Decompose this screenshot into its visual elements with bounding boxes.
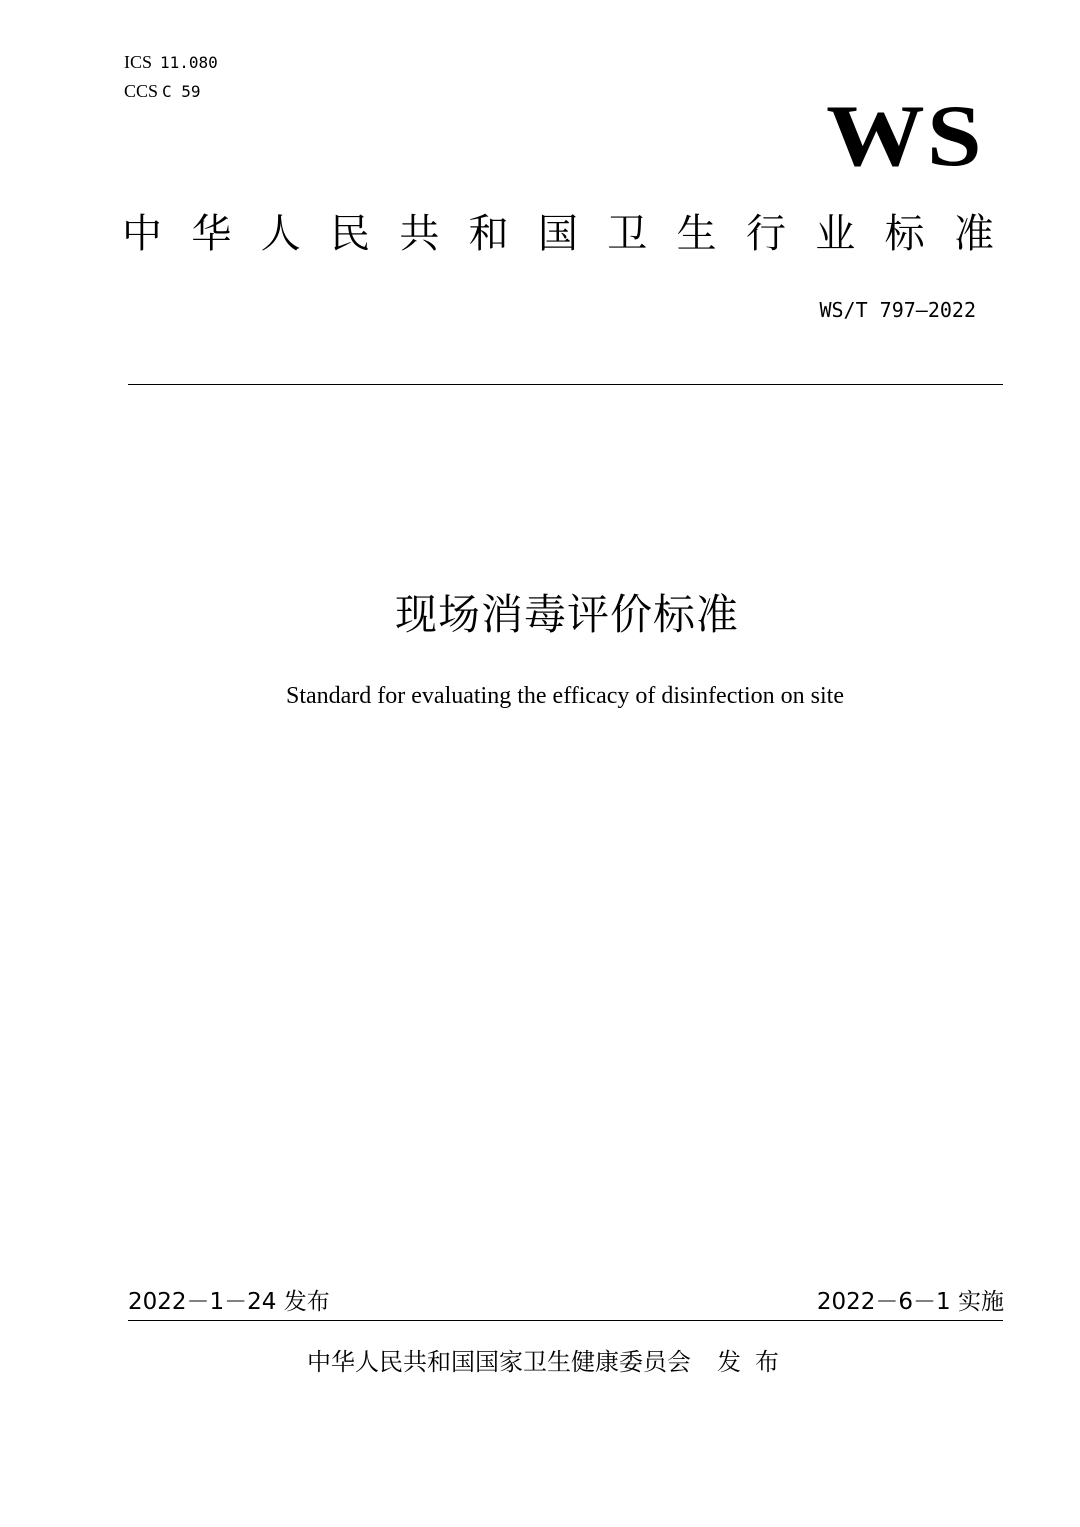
title-char: 华 bbox=[191, 211, 232, 257]
title-char: 卫 bbox=[607, 211, 648, 257]
ccs-classification bbox=[124, 80, 201, 103]
title-char: 业 bbox=[815, 211, 856, 257]
title-char: 国 bbox=[537, 211, 578, 257]
implementation-date: 2022－6－1 实施 bbox=[816, 1289, 1004, 1315]
ics-label: ICS bbox=[124, 52, 153, 72]
title-char: 和 bbox=[468, 211, 509, 257]
issuer-action: 发布 bbox=[717, 1348, 793, 1376]
bottom-divider bbox=[128, 1320, 1003, 1321]
ics-value: 11.080 bbox=[160, 53, 218, 72]
standard-category-title bbox=[122, 206, 994, 262]
issuer-name: 中华人民共和国国家卫生健康委员会 bbox=[307, 1348, 691, 1376]
ics-classification bbox=[124, 51, 218, 74]
issuer-line bbox=[0, 1345, 1080, 1379]
title-char: 中 bbox=[122, 211, 162, 257]
ws-logo: WS bbox=[826, 88, 984, 185]
document-title-chinese: 现场消毒评价标准 bbox=[394, 590, 739, 639]
ccs-value: C 59 bbox=[162, 82, 201, 101]
title-char: 准 bbox=[953, 211, 994, 257]
title-char: 共 bbox=[399, 211, 440, 257]
title-char: 行 bbox=[745, 211, 786, 257]
top-divider bbox=[128, 384, 1003, 385]
standard-code: WS/T 797—2022 bbox=[819, 298, 976, 322]
title-char: 生 bbox=[676, 211, 717, 257]
title-char: 标 bbox=[884, 211, 925, 257]
title-char: 人 bbox=[260, 211, 301, 257]
ccs-label: CCS bbox=[124, 81, 159, 101]
document-title-english: Standard for evaluating the efficacy of disinfection on site bbox=[285, 683, 845, 709]
title-char: 民 bbox=[329, 211, 370, 257]
issue-date: 2022－1－24 发布 bbox=[128, 1289, 330, 1315]
